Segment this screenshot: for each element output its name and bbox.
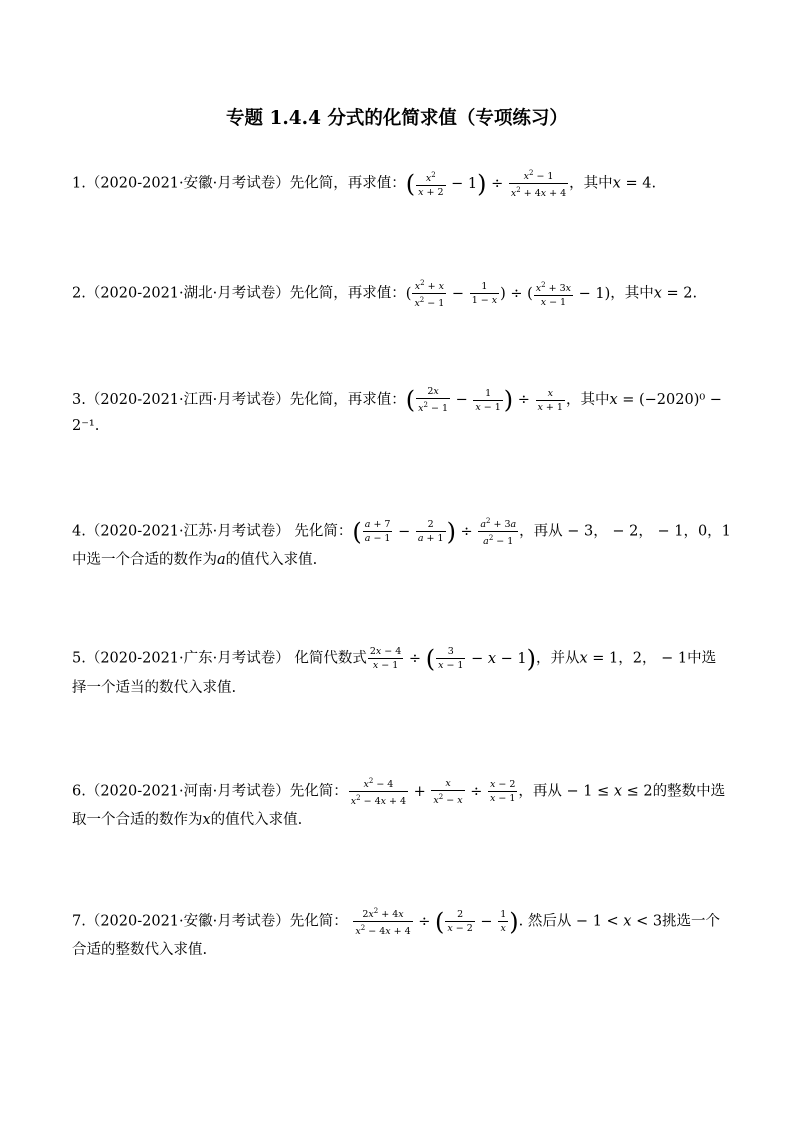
question-3-prefix: 3.（2020-2021·江西·月考试卷）先化简，再求值： xyxy=(72,392,406,409)
question-3-expression: ( $\frac{2x}{x^2 - 1}$ − $\frac{1}{x - 1}$ ) ÷ $\frac{x}{x + 1}$ xyxy=(405,386,563,415)
question-1-expression: ( $\frac{x^2}{x + 2}$ − 1) ÷ $\frac{x^2 - 1}{x^2 + 4x + 4}$ xyxy=(405,169,567,200)
question-2-suffix: ，其中𝑥 = 2. xyxy=(610,285,698,302)
question-6-line2: 取一个合适的数作为𝑥的值代入求值. xyxy=(72,812,303,828)
question-3 xyxy=(72,386,722,414)
question-5-line2: 择一个适当的数代入求值. xyxy=(72,680,237,696)
question-5-prefix: 5.（2020-2021·广东·月考试卷） 化简代数式 xyxy=(72,650,367,667)
question-7-expression: $\frac{2x^2 + 4x}{x^2 - 4x + 4}$ ÷ ( $\frac{2}{x - 2}$ − $\frac{1}{x}$ ) xyxy=(355,907,519,938)
question-5-expression: $\frac{2x - 4}{x - 1}$ ÷ ( $\frac{3}{x - 1}$ − x − 1) xyxy=(369,644,537,673)
question-6-suffix: ，再从 − 1 ≤ 𝑥 ≤ 2的整数中选 xyxy=(518,783,726,800)
page-title: 专题 1.4.4 分式的化简求值（专项练习） xyxy=(226,108,568,129)
question-3-line2: 2⁻¹. xyxy=(72,418,100,434)
question-3-suffix: ，其中𝑥 = (−2020)⁰ − xyxy=(565,392,722,409)
question-7-prefix: 7.（2020-2021·安徽·月考试卷）先化简： xyxy=(72,913,348,930)
question-4-prefix: 4.（2020-2021·江苏·月考试卷） 先化简： xyxy=(72,523,353,540)
question-6-prefix: 6.（2020-2021·河南·月考试卷）先化简： xyxy=(72,783,348,800)
question-1 xyxy=(72,168,656,199)
question-4 xyxy=(72,516,731,547)
question-5 xyxy=(72,646,716,671)
question-5-suffix: ，并从𝑥 = 1，2， − 1中选 xyxy=(536,650,717,667)
question-1-suffix: ，其中𝑥 = 4. xyxy=(569,175,657,192)
question-2-prefix: 2.（2020-2021·湖北·月考试卷）先化简，再求值： xyxy=(72,285,406,302)
question-7-suffix: . 然后从 − 1 < 𝑥 < 3挑选一个 xyxy=(518,913,721,930)
question-4-suffix: ，再从 − 3， − 2， − 1，0，1 xyxy=(519,523,731,540)
question-1-prefix: 1.（2020-2021·安徽·月考试卷）先化简，再求值： xyxy=(72,175,406,192)
question-6 xyxy=(72,776,725,807)
question-7-line2: 合适的整数代入求值. xyxy=(72,942,208,958)
question-6-expression: $\frac{x^2 - 4}{x^2 - 4x + 4}$ + $\frac{x}{x^2 - x}$ ÷ $\frac{x - 2}{x - 1}$ xyxy=(350,777,516,808)
question-4-expression: ( $\frac{a + 7}{a - 1}$ − $\frac{2}{a + 1}$ ) ÷ $\frac{a^2 + 3a}{a^2 - 1}$ xyxy=(352,517,517,548)
question-2 xyxy=(72,278,697,309)
question-7 xyxy=(72,906,720,937)
question-4-line2: 中选一个合适的数作为𝑎的值代入求值. xyxy=(72,552,318,568)
question-2-expression: ( $\frac{x^2 + x}{x^2 - 1}$ − $\frac{1}{1 - x}$ ) ÷ ( $\frac{x^2 + 3x}{x - 1}$ − 1) xyxy=(405,279,611,310)
